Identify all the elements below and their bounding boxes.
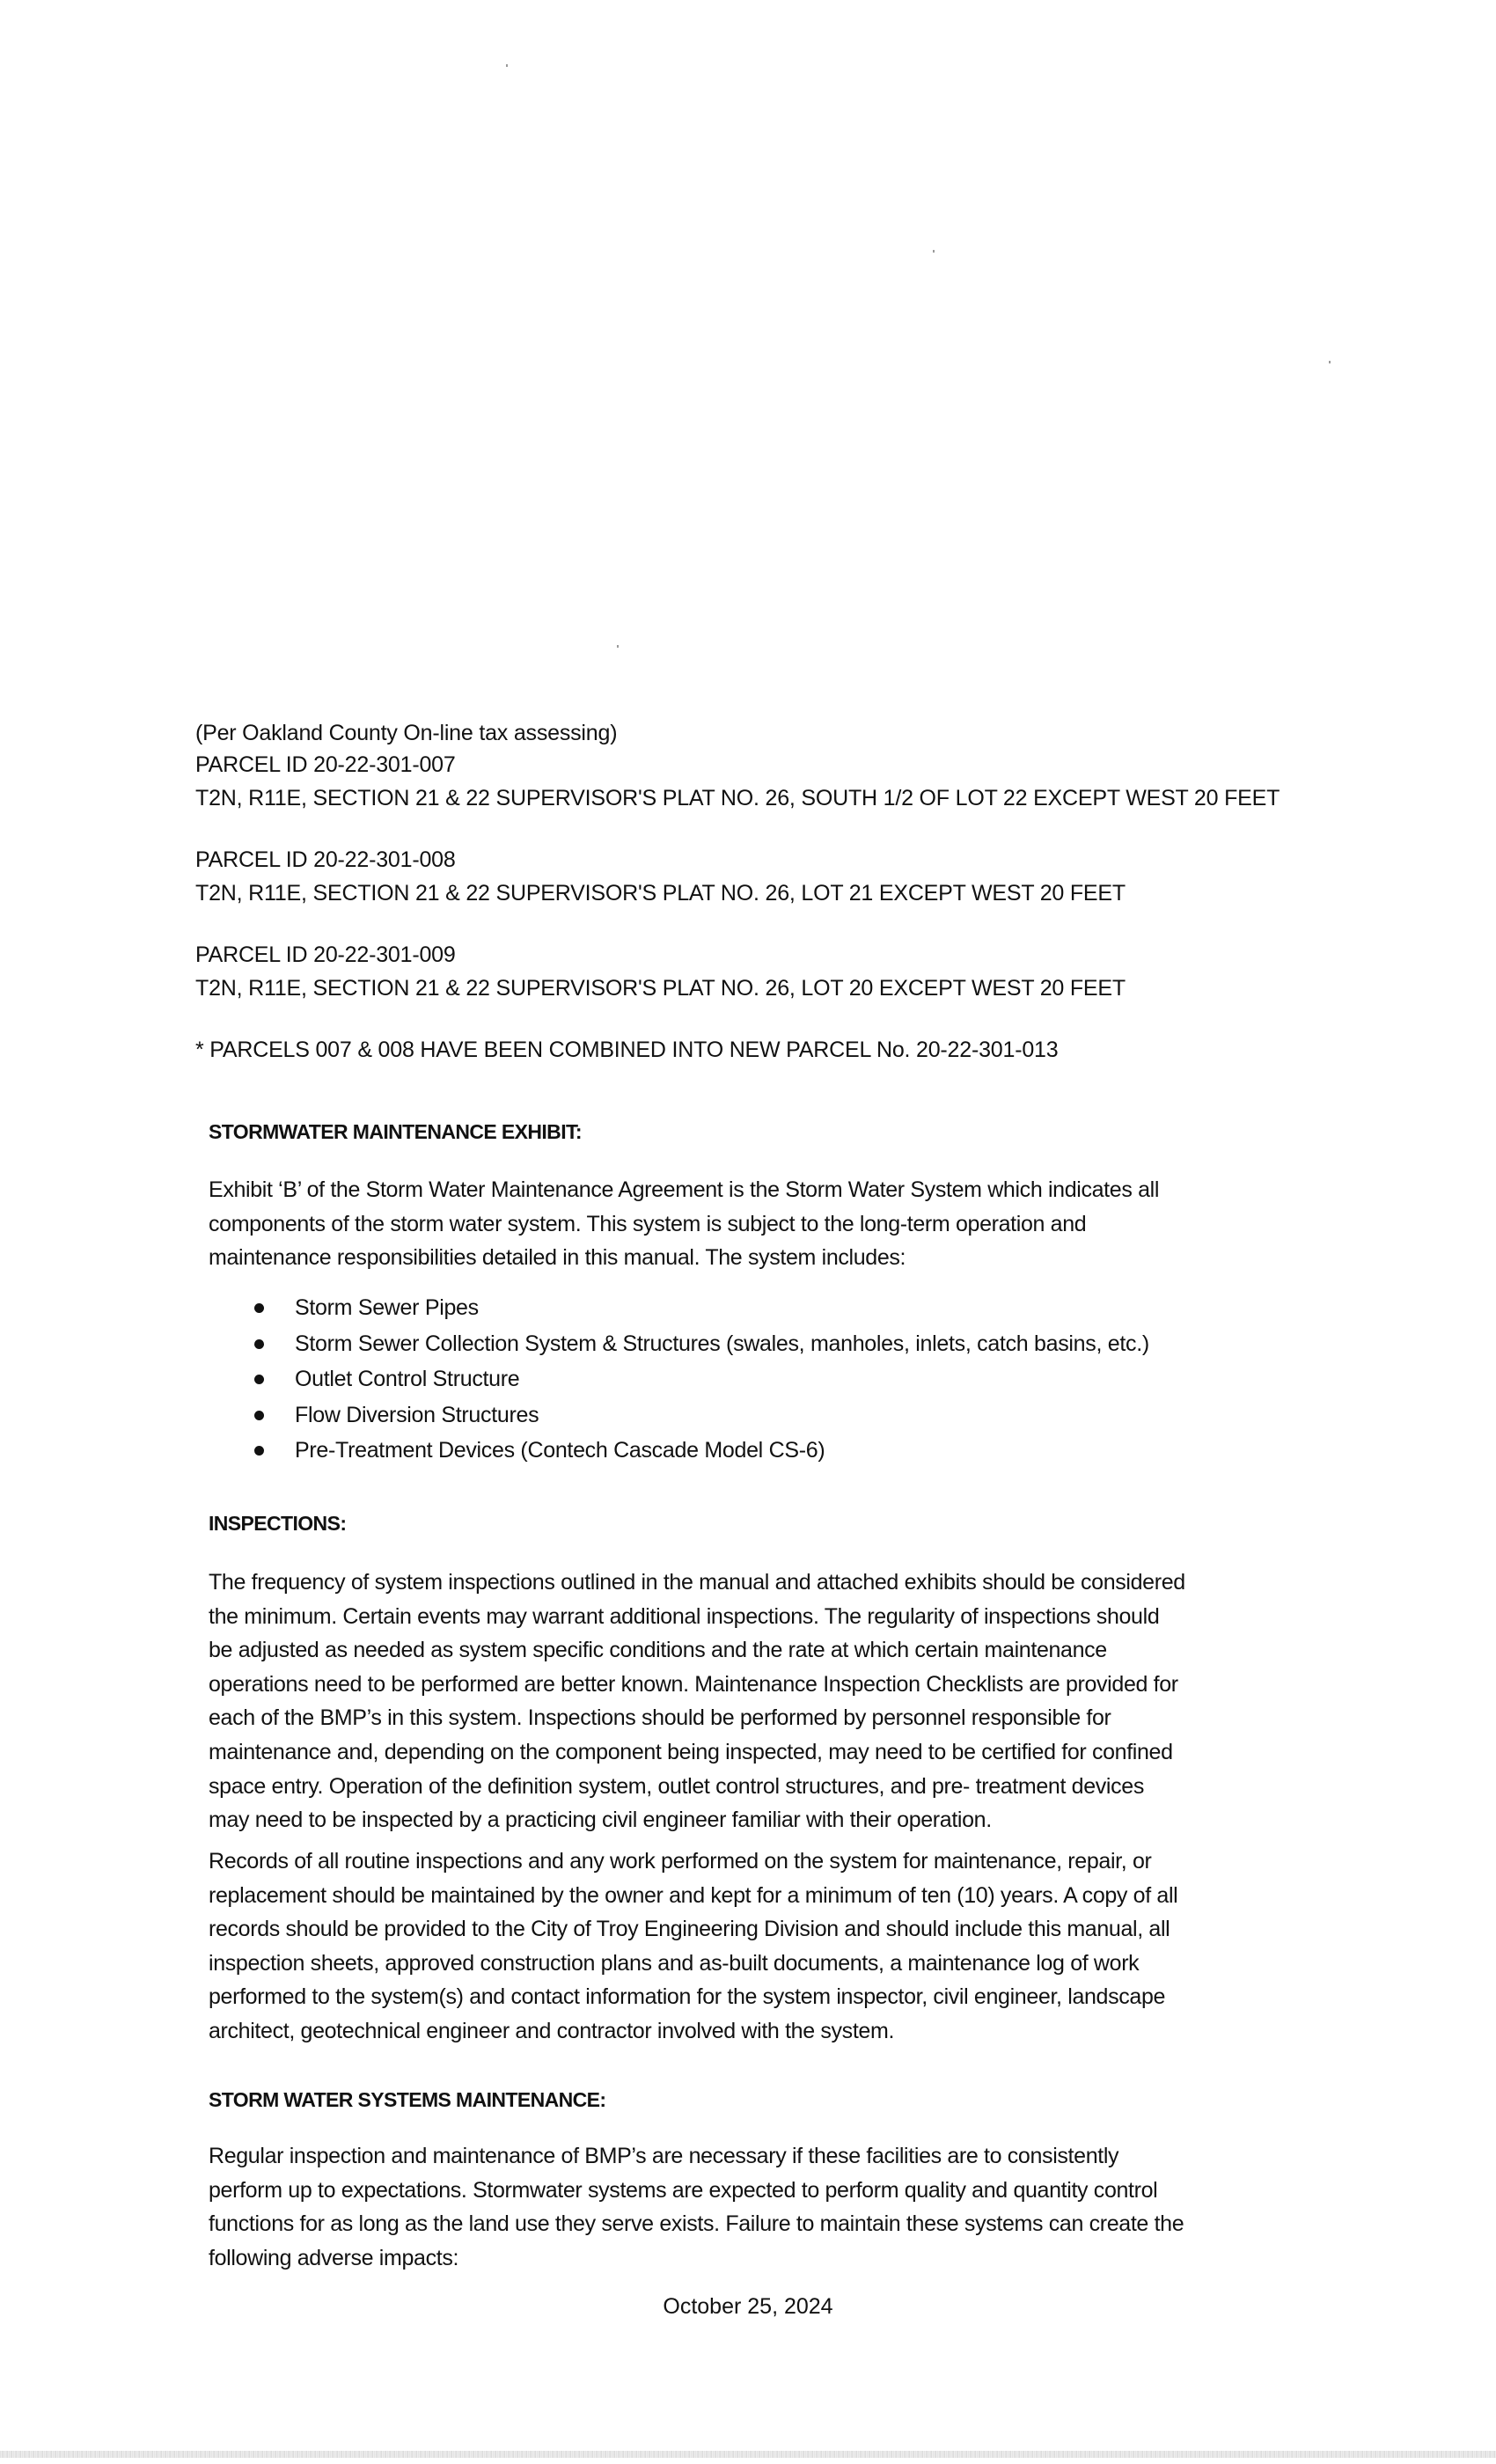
- exhibit-paragraph-line: Exhibit ‘B’ of the Storm Water Maintenance Agreement is the Storm Water System which indicates all: [209, 1177, 1160, 1202]
- parcel-id-007: PARCEL ID 20-22-301-007: [195, 752, 456, 777]
- scan-speck: [617, 645, 619, 648]
- records-line: replacement should be maintained by the owner and kept for a minimum of ten (10) years. A copy of all: [209, 1882, 1178, 1908]
- component-label: Outlet Control Structure: [295, 1367, 520, 1391]
- records-line: performed to the system(s) and contact information for the system inspector, civil engineer, landscape: [209, 1984, 1166, 2010]
- records-line: Records of all routine inspections and any work performed on the system for maintenance, repair, or: [209, 1849, 1152, 1874]
- maintenance-paragraph: [209, 2139, 1309, 2275]
- parcel-description-009: T2N, R11E, SECTION 21 & 22 SUPERVISOR'S PLAT NO. 26, LOT 20 EXCEPT WEST 20 FEET: [195, 976, 1126, 1001]
- inspections-paragraph-2: [209, 1844, 1309, 2049]
- component-label: Pre-Treatment Devices (Contech Cascade Model CS-6): [295, 1438, 825, 1463]
- parcel-id-009: PARCEL ID 20-22-301-009: [195, 942, 456, 967]
- inspections-line: maintenance and, depending on the component being inspected, may need to be certified for confined: [209, 1739, 1173, 1764]
- exhibit-paragraph-line: components of the storm water system. This system is subject to the long-term operation and: [209, 1211, 1087, 1236]
- inspections-paragraph-1: [209, 1566, 1309, 1837]
- records-line: inspection sheets, approved construction plans and as-built documents, a maintenance log of work: [209, 1950, 1140, 1976]
- parcel-combined-note: * PARCELS 007 & 008 HAVE BEEN COMBINED INTO NEW PARCEL No. 20-22-301-013: [195, 1038, 1059, 1062]
- parcel-source-note: (Per Oakland County On-line tax assessing): [195, 721, 618, 745]
- scan-speck: [506, 64, 508, 67]
- footer-date: October 25, 2024: [663, 2294, 833, 2319]
- maintenance-line: Regular inspection and maintenance of BMP’s are necessary if these facilities are to consistently: [209, 2144, 1119, 2168]
- exhibit-paragraph: [209, 1173, 1309, 1275]
- component-label: Flow Diversion Structures: [295, 1402, 539, 1427]
- inspections-line: may need to be inspected by a practicing civil engineer familiar with their operation.: [209, 1808, 992, 1833]
- maintenance-line: following adverse impacts:: [209, 2245, 459, 2270]
- parcel-description-007: T2N, R11E, SECTION 21 & 22 SUPERVISOR'S PLAT NO. 26, SOUTH 1/2 OF LOT 22 EXCEPT WEST 20 FEET: [195, 786, 1280, 810]
- parcel-description-008: T2N, R11E, SECTION 21 & 22 SUPERVISOR'S PLAT NO. 26, LOT 21 EXCEPT WEST 20 FEET: [195, 881, 1126, 906]
- scan-artifact-strip: [0, 2451, 1496, 2458]
- bullet-icon: [254, 1339, 264, 1349]
- bullet-icon: [254, 1375, 264, 1384]
- maintenance-heading: STORM WATER SYSTEMS MAINTENANCE:: [209, 2088, 606, 2111]
- component-label: Storm Sewer Pipes: [295, 1295, 479, 1320]
- scan-speck: [1329, 361, 1331, 363]
- inspections-line: the minimum. Certain events may warrant additional inspections. The regularity of inspections should: [209, 1603, 1160, 1629]
- inspections-line: each of the BMP’s in this system. Inspections should be performed by personnel responsible for: [209, 1705, 1111, 1731]
- component-label: Storm Sewer Collection System & Structures (swales, manholes, inlets, catch basins, etc.): [295, 1331, 1149, 1356]
- maintenance-line: perform up to expectations. Stormwater systems are expected to perform quality and quantity control: [209, 2177, 1158, 2203]
- bullet-icon: [254, 1446, 264, 1456]
- inspections-line: space entry. Operation of the definition system, outlet control structures, and pre- treatment devices: [209, 1773, 1144, 1799]
- records-line: architect, geotechnical engineer and contractor involved with the system.: [209, 2018, 895, 2043]
- scan-speck: [933, 250, 935, 253]
- inspections-line: The frequency of system inspections outlined in the manual and attached exhibits should be considered: [209, 1570, 1185, 1595]
- inspections-heading: INSPECTIONS:: [209, 1512, 347, 1535]
- inspections-line: operations need to be performed are better known. Maintenance Inspection Checklists are provided for: [209, 1671, 1178, 1697]
- bullet-icon: [254, 1411, 264, 1420]
- records-line: records should be provided to the City of Troy Engineering Division and should include this manual, all: [209, 1917, 1170, 1942]
- maintenance-line: functions for as long as the land use they serve exists. Failure to maintain these systems can create the: [209, 2211, 1184, 2237]
- exhibit-heading: STORMWATER MAINTENANCE EXHIBIT:: [209, 1120, 582, 1143]
- bullet-icon: [254, 1303, 264, 1313]
- parcel-id-008: PARCEL ID 20-22-301-008: [195, 847, 456, 872]
- inspections-line: be adjusted as needed as system specific conditions and the rate at which certain maintenance: [209, 1638, 1107, 1663]
- exhibit-paragraph-line: maintenance responsibilities detailed in this manual. The system includes:: [209, 1245, 906, 1271]
